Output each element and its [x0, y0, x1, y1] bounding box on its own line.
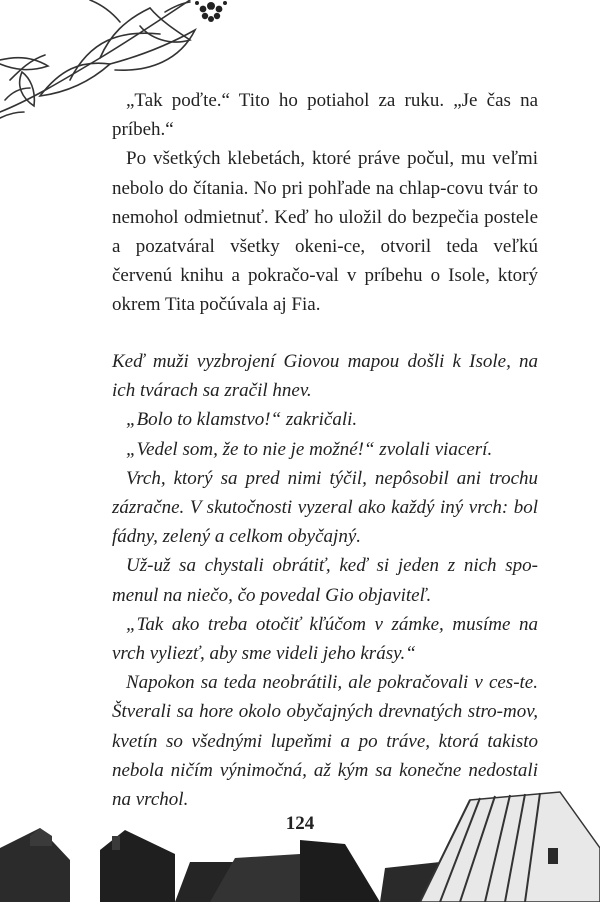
paragraph-italic	[112, 405, 538, 434]
paragraph-italic	[112, 347, 538, 405]
paragraph-italic	[112, 435, 538, 464]
rooftops-illustration	[0, 770, 600, 902]
paragraph-narration	[112, 144, 538, 319]
text-line: ce, otvoril teda veľkú červenú knihu a pokračo-	[112, 236, 538, 287]
text-line: Vrch, ktorý sa pred nimi týčil, nepôsobil ani trochu	[126, 467, 538, 489]
text-line: „Tak ako treba otočiť kľúčom v zámke, musíme na	[126, 613, 538, 635]
page-number: 124	[285, 813, 315, 834]
text-line: takisto nebola ničím výnimočná, až kým sa konečne	[112, 730, 539, 781]
text-line: te. Štverali sa hore okolo obyčajných drevnatých stro-	[112, 672, 538, 723]
text-line: „Tak poďte.“ Tito ho potiahol za ruku. „Je čas	[126, 90, 511, 111]
paragraph-italic	[112, 464, 538, 552]
paragraph-italic	[112, 610, 538, 668]
text-line: do bezpečia postele a pozatváral všetky okeni-	[112, 206, 538, 258]
paragraph-italic	[112, 551, 538, 609]
story-within-story	[112, 347, 538, 814]
text-line: ich tvárach sa zračil hnev.	[112, 380, 312, 402]
text-line: na príbeh.“	[112, 90, 538, 141]
text-line: Keď muži vyzbrojení Giovou mapou došli k Isole, na	[112, 351, 538, 372]
text-line: aj Fia.	[272, 294, 321, 316]
text-line: veľmi nebolo do čítania. No pri pohľade na chlap-	[112, 148, 538, 199]
text-line: „Bolo to klamstvo!“ zakričali.	[126, 409, 358, 431]
text-line: Už-už sa chystali obrátiť, keď si jeden z nich spo-	[126, 555, 538, 577]
text-line: bol fádny, zelený a celkom obyčajný.	[112, 497, 538, 548]
text-line: menul na niečo, čo povedal Gio objaviteľ.	[112, 584, 432, 606]
text-line: zázračne. V skutočnosti vyzeral ako každý iný vrch:	[112, 497, 509, 519]
text-line: mov, kvetín so všednými lupeňmi a po tráve, ktorá	[112, 701, 538, 752]
text-line: vrch vyliezť, aby sme videli jeho krásy.“	[112, 643, 416, 665]
text-line: val v príbehu o Isole, ktorý okrem Tita počúvala	[112, 265, 539, 316]
paragraph-dialogue	[112, 86, 538, 144]
text-line: Po všetkých klebetách, ktoré práve počul, mu	[126, 148, 486, 170]
text-line: „Vedel som, že to nie je možné!“ zvolali viacerí.	[126, 438, 493, 460]
text-line: covu tvár to nemohol odmietnuť. Keď ho uložil	[112, 177, 538, 228]
narrative-text	[112, 86, 538, 320]
text-line: Napokon sa teda neobrátili, ale pokračovali v ces-	[126, 672, 520, 694]
text-line: nedostali na vrchol.	[112, 759, 538, 811]
